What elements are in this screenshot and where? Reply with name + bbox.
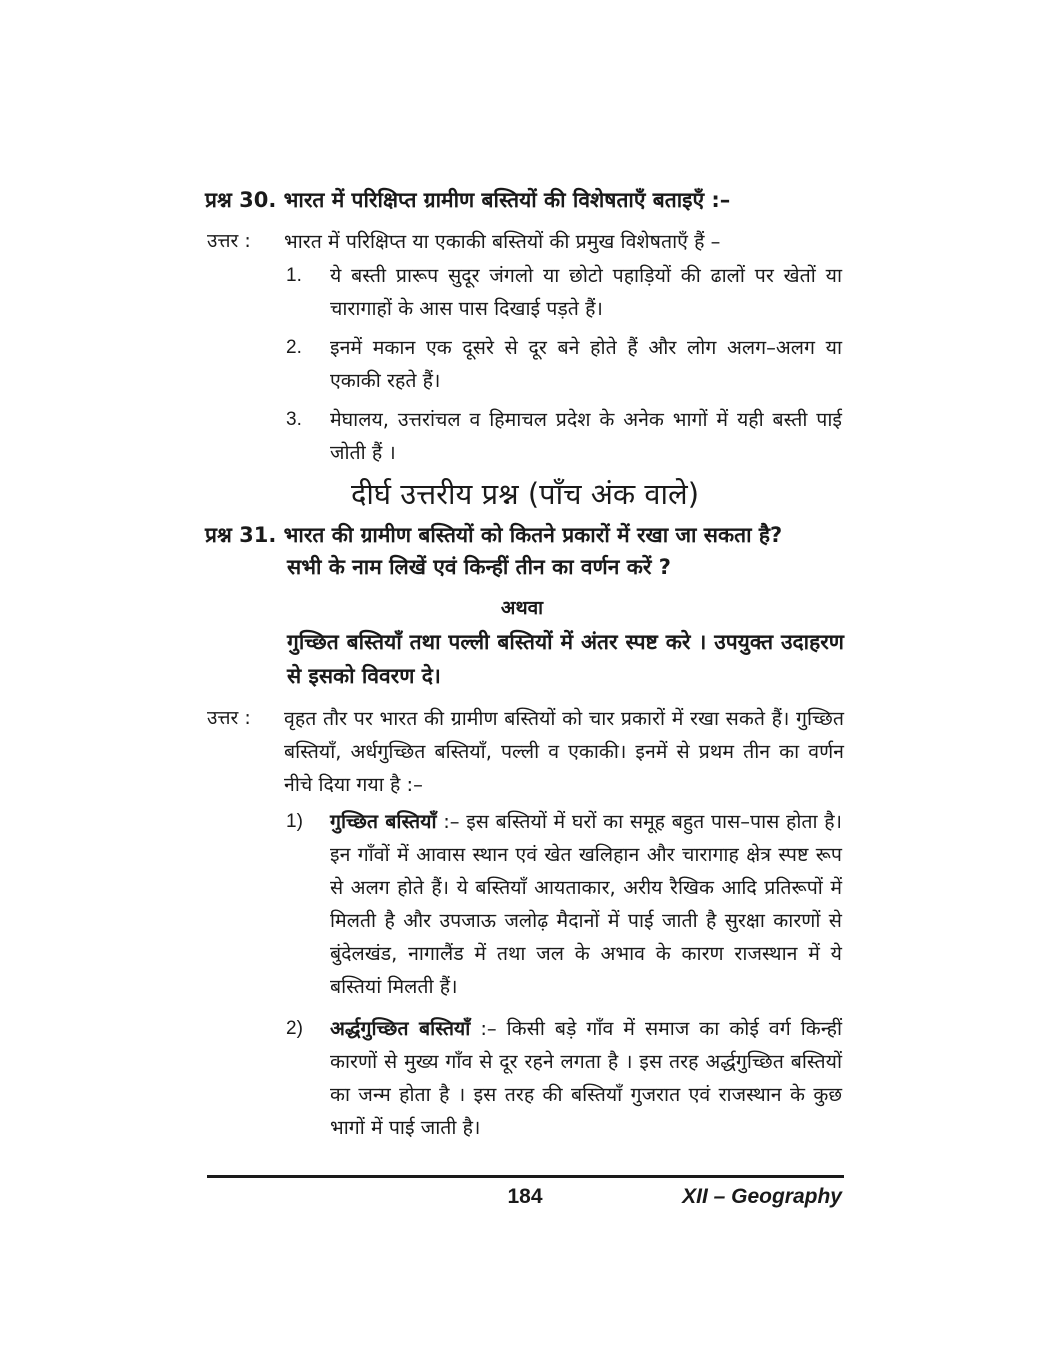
q31-point-1-term: गुच्छित बस्तियाँ <box>330 810 437 833</box>
q31-point-1-text: :– इस बस्तियों में घरों का समूह बहुत पास–पास होता है। इन गाँवों में आवास स्थान एवं खेत खलिहान और चारागाह क्षेत्र स्पष्ट रूप से अलग होते हैं। ये बस्तियाँ आयताकार, अरीय रैखिक आदि प्रतिरूपों में मिलती है और उपजाऊ जलोढ़ मैदानों में पाई जाती है सुरक्षा कारणों से बुंदेलखंड, नागालैंड में तथा जल के अभाव के कारण राजस्थान में ये बस्तियां मिलती हैं। <box>330 810 843 998</box>
q30-point-2-text: इनमें मकान एक दूसरे से दूर बने होते हैं और लोग अलग–अलग या एकाकी रहते हैं। <box>330 336 842 392</box>
q31-intro: वृहत तौर पर भारत की ग्रामीण बस्तियों को चार प्रकारों में रखा सकते हैं। गुच्छित बस्तियाँ, अर्धगुच्छित बस्तियाँ, पल्ली व एकाकी। इनमें से प्रथम तीन का वर्णन नीचे दिया गया है :– <box>284 707 844 796</box>
q31-point-2 <box>330 1012 842 1144</box>
q31-answer-label: उत्तर : <box>207 707 251 729</box>
page-number: 184 <box>507 1185 543 1208</box>
footer-subject: XII – Geography <box>682 1185 842 1208</box>
q31-title-line-2: सभी के नाम लिखें एवं किन्हीं तीन का वर्णन करें ? <box>287 555 671 579</box>
q31-point-2-number: 2) <box>286 1018 303 1039</box>
q31-point-2-term: अर्द्धगुच्छित बस्तियाँ <box>330 1017 471 1040</box>
q30-title: प्रश्न 30. भारत में परिक्षिप्त ग्रामीण बस्तियों की विशेषताएँ बताइएँ :– <box>205 188 731 212</box>
q30-point-3-number: 3. <box>286 409 302 430</box>
q31-or-label: अथवा <box>500 597 544 619</box>
footer-divider <box>207 1175 844 1178</box>
q31-point-1 <box>330 805 842 1003</box>
q31-point-2-text: :– किसी बड़े गाँव में समाज का कोई वर्ग किन्हीं कारणों से मुख्य गाँव से दूर रहने लगता है । इस तरह अर्द्धगुच्छित बस्तियों का जन्म होता है । इस तरह की बस्तियाँ गुजरात एवं राजस्थान के कुछ भागों में पाई जाती है। <box>330 1017 842 1139</box>
q30-point-2-number: 2. <box>286 337 302 358</box>
q31-point-1-number: 1) <box>286 811 303 832</box>
q30-point-1-number: 1. <box>286 265 302 286</box>
q30-point-1-text: ये बस्ती प्रारूप सुदूर जंगलो या छोटो पहाड़ियों की ढालों पर खेतों या चारागाहों के आस पास दिखाई पड़ते हैं। <box>330 264 842 320</box>
q31-alt-question: गुच्छित बस्तियाँ तथा पल्ली बस्तियों में अंतर स्पष्ट करे । उपयुक्त उदाहरण से इसको विवरण दे। <box>287 630 844 688</box>
q30-point-3-text: मेघालय, उत्तरांचल व हिमाचल प्रदेश के अनेक भागों में यही बस्ती पाई जोती हैं । <box>330 408 842 464</box>
section-heading: दीर्घ उत्तरीय प्रश्न (पाँच अंक वाले) <box>350 477 700 511</box>
q31-title-line-1: प्रश्न 31. भारत की ग्रामीण बस्तियों को कितने प्रकारों में रखा जा सकता है? <box>205 523 783 547</box>
q30-intro: भारत में परिक्षिप्त या एकाकी बस्तियों की प्रमुख विशेषताएँ हैं – <box>284 230 721 253</box>
q30-answer-label: उत्तर : <box>207 230 251 252</box>
